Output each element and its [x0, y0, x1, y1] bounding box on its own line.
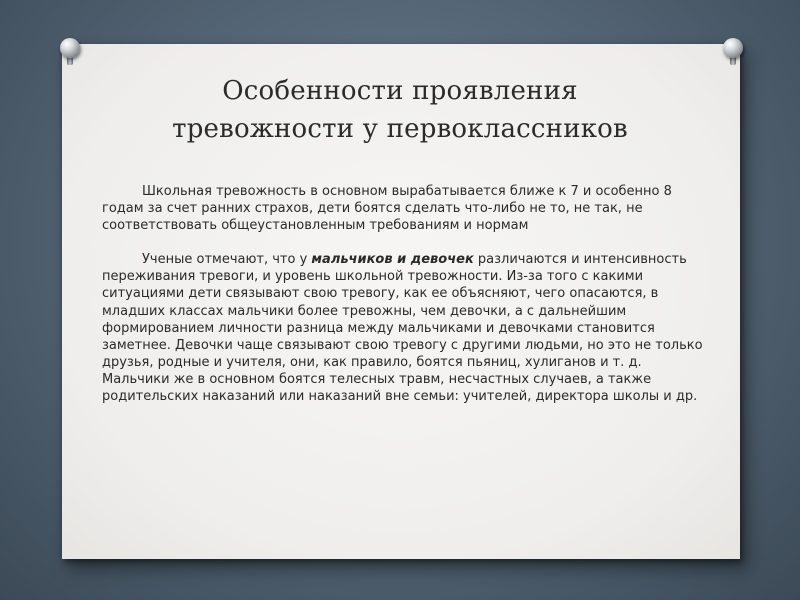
paragraph-2	[102, 251, 710, 405]
paragraph-1: Школьная тревожность в основном вырабатывается ближе к 7 и особенно 8 годам за счет ранних страхов, дети боятся сделать что-либо не то, не так, не соответствовать общеустановленным требованиям и нормам	[102, 184, 672, 234]
pushpin-icon	[60, 38, 80, 58]
slide-title-line-1: Особенности проявления	[222, 76, 578, 106]
paragraph-2-emphasis: мальчиков и девочек	[311, 252, 474, 268]
slide-title-line-2: тревожности у первоклассников	[172, 114, 628, 144]
pushpin-icon	[723, 38, 743, 58]
slide-body	[102, 183, 710, 405]
paragraph-2-lead: Ученые отмечают, что у	[142, 252, 312, 268]
slide-title	[100, 72, 700, 148]
paragraph-2-rest: различаются и интенсивность переживания тревоги, и уровень школьной тревожности. Из-за того с какими ситуациями дети связывают свою тревогу, как ее объясняют, чего опасаются, в младших классах мальчики более тревожны, чем девочки, а с дальнейшим формированием личности разница между мальчиками и девочками становится заметнее. Девочки чаще связывают свою тревогу с другими людьми, но это не только друзья, родные и учителя, они, как правило, боятся пьяниц, хулиганов и т. д. Мальчики же в основном боятся телесных травм, несчастных случаев, а также родительских наказаний или наказаний вне семьи: учителей, директора школы и др.	[102, 252, 703, 405]
